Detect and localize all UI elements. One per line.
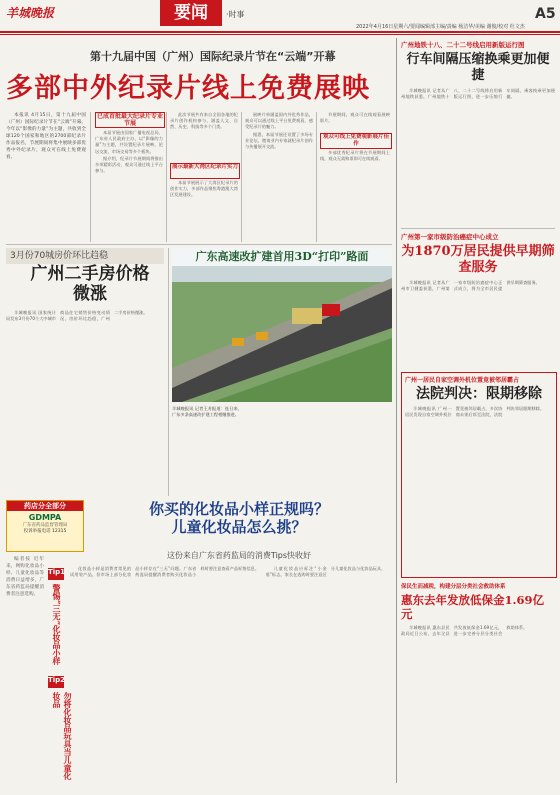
lead-col-2: 本届节展由国家广播电视总局、广东省人民政府主办，以“影像的力量”为主题，共设置纪录片展映、论坛交流、市场交易等多个板块。 据介绍，纪录片节展期间将推出多项精彩活动，观众可通过线上平台参与。	[95, 130, 163, 174]
health-body: 羊城晚报讯 记者从广州市卫健委获悉，广州第一家市级防治癌症中心正式成立，将为全市居民提供早期筛查服务。	[401, 280, 540, 292]
column-divider	[168, 248, 169, 496]
lead-col-5b: 多部优秀纪录片将在节展期间上线，观众无需购票即可在线观看。	[320, 150, 390, 162]
ad-side-text: 编者按 近年来，网购化妆品小样、儿童化妆品等消费日益增多，广东省药监局提醒消费者注意选购。	[6, 557, 44, 597]
housing-kicker: 3月份70城房价环比趋稳	[10, 251, 109, 261]
cosmetics-body: 化妆品小样是消费者常见的试用装产品，但市场上部分化妆品小样存在“三无”问题。广东省药监局提醒消费者购买化妆品小样时要注意查看产品标签信息。 儿童化妆品应标注“小金盾”标志，家长在选购时要注意区分儿童化妆品与化妆品玩具。	[70, 566, 386, 578]
column-divider	[90, 112, 91, 242]
court-title: 法院判决：限期移除	[416, 386, 542, 402]
lead-col-4: 展映片单涵盖国内外优秀作品，观众可以通过线上平台免费观看，感受纪录片的魅力。 据悉，本届节展还设置了多场专业论坛，邀请业内专家就纪录片创作与传播展开交流。	[245, 112, 313, 150]
cosmetics-header	[86, 500, 392, 546]
court-body: 羊城晚报讯 广州一居民发现自家空调外机位置竟被邻居霸占，多次协商未果后诉至法院，法院判决邻居限期移除。	[405, 406, 545, 418]
lead-col-3b: 本届节展展示了大湾区纪录片的创作实力，多部作品聚焦粤港澳大湾区发展建设。	[170, 180, 238, 198]
metro-story	[401, 40, 555, 216]
highway-caption: 羊城晚报讯 记者王芳报道：连日来，广东多条高速改扩建工程相继推进。	[172, 406, 242, 418]
highway-title-bar	[172, 248, 392, 266]
price-title: 惠东去年发放低保金1.69亿元	[401, 593, 545, 621]
page-number: A5	[535, 6, 556, 22]
column-divider	[316, 112, 317, 242]
housing-body: 羊城晚报讯 国家统计局发布3月份70个大中城市商品住宅销售价格变动情况，房价环比趋稳，广州二手房价格微涨。	[6, 310, 148, 322]
highway-title: 广东高速改扩建首用3D“打印”路面	[195, 250, 369, 263]
column-divider	[241, 112, 242, 242]
metro-title: 行车间隔压缩换乘更加便捷	[406, 52, 550, 83]
court-kicker: 广州一居民自家空调外机位置竟被邻居霸占	[405, 377, 520, 384]
housing-title: 广州二手房价格微涨	[30, 264, 150, 304]
cosmetics-title-line2: 儿童化妆品怎么挑？	[171, 518, 307, 536]
cosmetics-subtitle: 这份来自广东省药监局的消费Tips快收好	[166, 551, 312, 560]
tip2-label: Tip2	[48, 676, 64, 688]
lead-subhead-right: 观众可线上免费观影展片佳作	[322, 134, 389, 147]
lead-col-5a: 节展期间，观众可在线观看展映影片。	[320, 112, 390, 124]
court-story-box	[401, 372, 557, 578]
lead-col-3a: 此次节展共有来自全国各地的纪录片创作机构参与，涵盖人文、自然、历史、科技等多个门类。	[170, 112, 238, 130]
price-body: 羊城晚报讯 惠东县民政局近日公布，去年全县共发放低保金1.69亿元，进一步完善分层分类社会救助体系。	[401, 625, 528, 637]
ad-box	[6, 500, 84, 552]
metro-kicker: 广州地铁十八、二十二号线启用新版运行图	[401, 41, 525, 49]
tip1-text: 警惕“三无”化妆品小样	[52, 584, 62, 666]
header-rule	[0, 31, 560, 33]
health-story	[401, 232, 555, 388]
ad-brand: GDMPA	[28, 513, 62, 522]
tip2-text: 勿将化妆品玩具当儿童化妆品	[52, 692, 73, 780]
lead-kicker: 第十九届中国（广州）国际纪录片节在“云端”开幕	[90, 50, 336, 63]
tip1-label: Tip1	[48, 568, 64, 580]
lead-intro: 本报讯 4月15日，第十九届中国（广州）国际纪录片节在“云端”开幕，今年以“影像的力量”为主题，共收到全球120个国家和地区的2700部纪录片作品报名，节展期间将集中展映多部优秀中外纪录片，观众可在线上免费观看。	[6, 113, 86, 160]
cosmetics-title-line1: 你买的化妆品小样正规吗？	[148, 500, 329, 518]
lead-sidebar-title: 已成首批最大纪录片专业节展	[96, 113, 163, 127]
lead-subhead-mid: 展示最新大湾区纪录片实力	[171, 164, 238, 170]
lead-subhead-mid-box	[170, 163, 240, 179]
price-story	[401, 582, 555, 795]
housing-kicker-bar	[6, 248, 164, 264]
newspaper-logo: 羊城晚报	[6, 6, 55, 20]
edition-info: 2022年4月16日星期六/要闻编辑部主编/责编 杨洁华/美编 谢俊/校对 杜文杰	[356, 24, 525, 30]
ad-subtitle: 广东省药品监督管理局	[22, 523, 68, 528]
header-rule-thin	[0, 34, 560, 35]
ad-hotline	[7, 528, 83, 534]
health-title: 为1870万居民提供早期筛查服务	[401, 244, 555, 275]
section-divider	[401, 228, 555, 229]
lead-subhead-right-box	[320, 133, 392, 149]
section-subtitle: ·时事	[226, 10, 245, 19]
column-divider	[166, 112, 167, 242]
highway-photo-image	[172, 248, 392, 402]
section-badge: 要闻	[160, 0, 222, 26]
lead-sidebar-title-box	[95, 112, 165, 128]
metro-body: 羊城晚报讯 记者从广州地铁获悉，广州地铁十八、二十二号线将启用新版运行图，进一步压缩行车间隔，乘客换乘更加便捷。	[401, 88, 555, 100]
section-divider	[6, 244, 392, 245]
price-kicker: 保民生而减税，构建分层分类社会救助体系	[401, 584, 506, 590]
health-kicker: 广州第一家市级防治癌症中心成立	[401, 233, 499, 241]
highway-photo	[172, 248, 392, 402]
lead-title: 多部中外纪录片线上免费展映	[6, 73, 370, 104]
ad-title: 药店分全部分	[7, 501, 83, 511]
ad-hotline-number: 12315	[52, 529, 67, 534]
right-column-divider	[396, 38, 397, 783]
ad-hotline-label: 投诉举报电话	[23, 529, 51, 534]
